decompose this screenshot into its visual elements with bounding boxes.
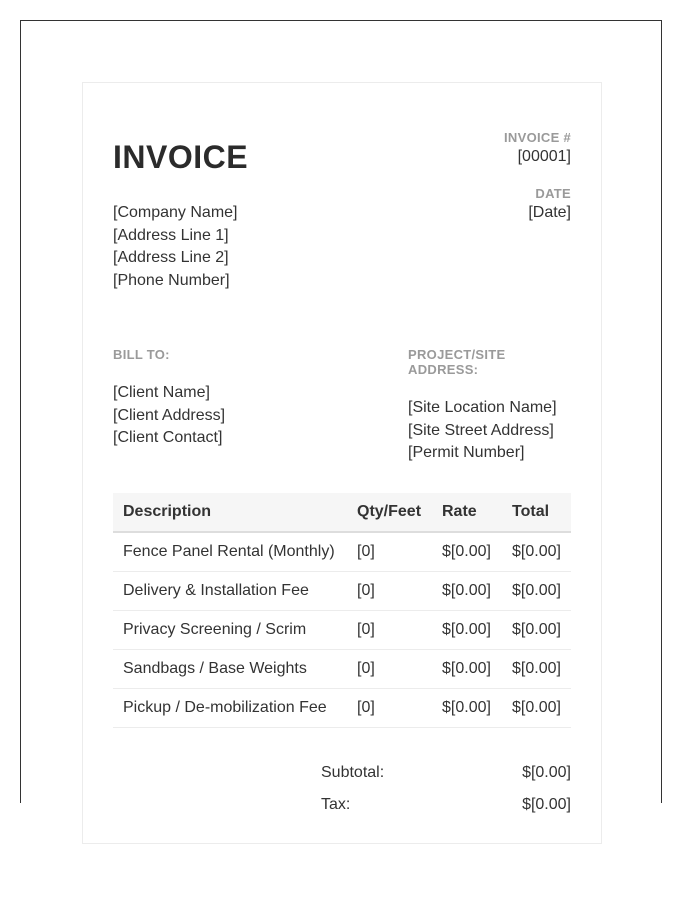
permit-number: [Permit Number]: [408, 444, 525, 461]
invoice-number: [00001]: [517, 148, 571, 165]
tax-label: Tax:: [321, 796, 351, 813]
line-items-table: [113, 493, 571, 728]
row-total: $[0.00]: [512, 650, 571, 689]
company-phone: [Phone Number]: [113, 271, 230, 289]
row-qty: [0]: [357, 650, 442, 689]
row-rate: $[0.00]: [442, 611, 512, 650]
document-viewport: [20, 20, 662, 813]
invoice-number-label: INVOICE #: [504, 130, 571, 145]
row-description: Fence Panel Rental (Monthly): [113, 532, 357, 572]
tax-row: [321, 796, 571, 828]
row-rate: $[0.00]: [442, 689, 512, 728]
site-address-block: [408, 347, 571, 465]
row-description: Pickup / De-mobilization Fee: [113, 689, 357, 728]
row-qty: [0]: [357, 532, 442, 572]
row-rate: $[0.00]: [442, 650, 512, 689]
table-row: [113, 532, 571, 572]
subtotal-row: [321, 764, 571, 796]
header-rate: Rate: [442, 493, 512, 532]
row-qty: [0]: [357, 611, 442, 650]
client-name: [Client Name]: [113, 384, 210, 401]
row-rate: $[0.00]: [442, 532, 512, 572]
totals-block: [321, 764, 571, 828]
row-qty: [0]: [357, 572, 442, 611]
row-description: Privacy Screening / Scrim: [113, 611, 357, 650]
row-total: $[0.00]: [512, 689, 571, 728]
invoice-number-block: [504, 130, 571, 166]
header-total: Total: [512, 493, 571, 532]
invoice-page: [82, 82, 602, 844]
client-contact: [Client Contact]: [113, 429, 223, 446]
site-street-address: [Site Street Address]: [408, 421, 554, 439]
table-header-row: [113, 493, 571, 532]
row-total: $[0.00]: [512, 532, 571, 572]
header-description: Description: [113, 493, 357, 532]
site-address-label: PROJECT/SITE ADDRESS:: [408, 347, 506, 377]
company-address-line-1: [Address Line 1]: [113, 226, 229, 244]
table-row: [113, 572, 571, 611]
tax-value: $[0.00]: [522, 796, 571, 813]
table-row: [113, 689, 571, 728]
invoice-date-block: [528, 186, 571, 222]
bill-to-block: [113, 347, 225, 450]
table-row: [113, 611, 571, 650]
bill-to-label: BILL TO:: [113, 347, 170, 362]
invoice-date-label: DATE: [535, 186, 571, 201]
row-description: Sandbags / Base Weights: [113, 650, 357, 689]
client-address: [Client Address]: [113, 406, 226, 424]
site-location-name: [Site Location Name]: [408, 399, 557, 416]
company-info: [113, 202, 238, 292]
invoice-date: [Date]: [528, 204, 571, 221]
invoice-title: INVOICE: [113, 139, 249, 175]
row-rate: $[0.00]: [442, 572, 512, 611]
company-address-line-2: [Address Line 2]: [113, 249, 229, 266]
subtotal-value: $[0.00]: [522, 764, 571, 781]
row-total: $[0.00]: [512, 611, 571, 650]
row-description: Delivery & Installation Fee: [113, 572, 357, 611]
company-name: [Company Name]: [113, 204, 238, 221]
row-total: $[0.00]: [512, 572, 571, 611]
row-qty: [0]: [357, 689, 442, 728]
table-row: [113, 650, 571, 689]
header-qty-feet: Qty/Feet: [357, 493, 442, 532]
subtotal-label: Subtotal:: [321, 764, 385, 781]
